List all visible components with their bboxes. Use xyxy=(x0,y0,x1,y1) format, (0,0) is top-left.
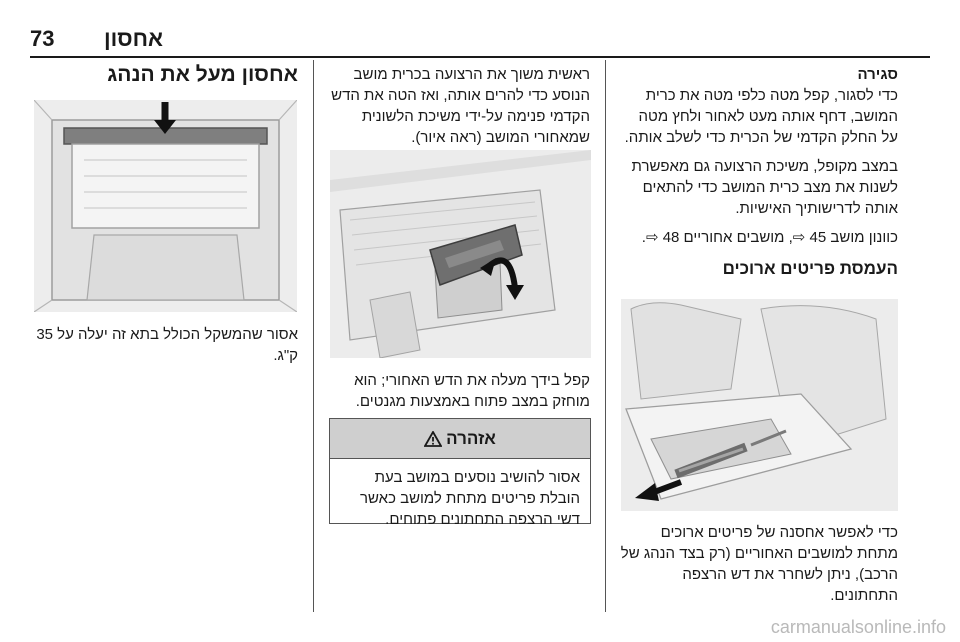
closing-instructions: כדי לסגור, קפל מטה כלפי מטה את כרית המושב, דחף אותה מעט לאחור ולחץ מטה על החלק הקדמי של הכרית כדי לשלב אותה. xyxy=(624,87,898,146)
column-divider-right xyxy=(313,60,314,612)
section-title: אחסון xyxy=(103,26,163,51)
header-rule xyxy=(30,56,930,58)
column-middle xyxy=(328,64,590,156)
long-items-caption: כדי לאפשר אחסנה של פריטים ארוכים מתחת למושבים האחוריים (רק בצד הנהג של הרכב), ניתן לשחרר את דש הרצפה התחתונים. xyxy=(620,524,898,604)
storage-above-driver-caption-block xyxy=(30,324,298,374)
closing-heading: סגירה xyxy=(857,66,898,83)
page-number: 73 xyxy=(30,26,55,51)
long-items-illustration xyxy=(621,299,898,511)
warning-triangle-icon xyxy=(424,431,442,447)
seat-position-note: במצב מקופל, משיכת הרצועה גם מאפשרת לשנות את מצב כרית המושב כדי להתאים אותה לדרישותיך האישיות. xyxy=(631,158,898,217)
storage-above-driver-heading: אחסון מעל את הנהג xyxy=(107,63,298,86)
page-header xyxy=(0,0,960,60)
warning-title: אזהרה xyxy=(446,428,496,448)
weight-limit-caption: אסור שהמשקל הכולל בתא זה יעלה על 35 ק"ג. xyxy=(36,326,298,364)
warning-body: אסור להושיב נוסעים במושב בעת הובלת פריטים מתחת למושב כאשר דשי הרצפה התחתונים פתוחים. xyxy=(359,469,580,528)
overhead-storage-illustration xyxy=(34,100,297,312)
opening-instructions: ראשית משוך את הרצועה בכרית מושב הנוסע כדי להרים אותה, ואז הטה את הדש הקדמי פנימה על-ידי משיכת הלשונית שמאחורי המושב (ראה איור). xyxy=(331,66,590,146)
warning-header xyxy=(330,419,590,459)
column-divider-left xyxy=(605,60,606,612)
column-right xyxy=(30,64,298,93)
after-illustration-text xyxy=(328,370,590,420)
seat-flap-drawing xyxy=(330,150,591,358)
long-items-heading: העמסת פריטים ארוכים xyxy=(722,259,898,278)
long-items-caption-block xyxy=(620,522,898,614)
watermark: carmanualsonline.info xyxy=(770,617,946,637)
warning-box xyxy=(329,418,591,528)
seat-flap-illustration xyxy=(330,150,591,358)
cross-reference: כוונון מושב 45 ⇨, מושבים אחוריים 48 ⇨. xyxy=(641,229,898,246)
column-left xyxy=(620,64,898,287)
rear-flap-instruction: קפל בידך מעלה את הדש האחורי; הוא מוחזק במצב פתוח באמצעות מגנטים. xyxy=(354,372,590,410)
overhead-storage-drawing xyxy=(34,100,297,312)
long-items-drawing xyxy=(621,299,898,511)
